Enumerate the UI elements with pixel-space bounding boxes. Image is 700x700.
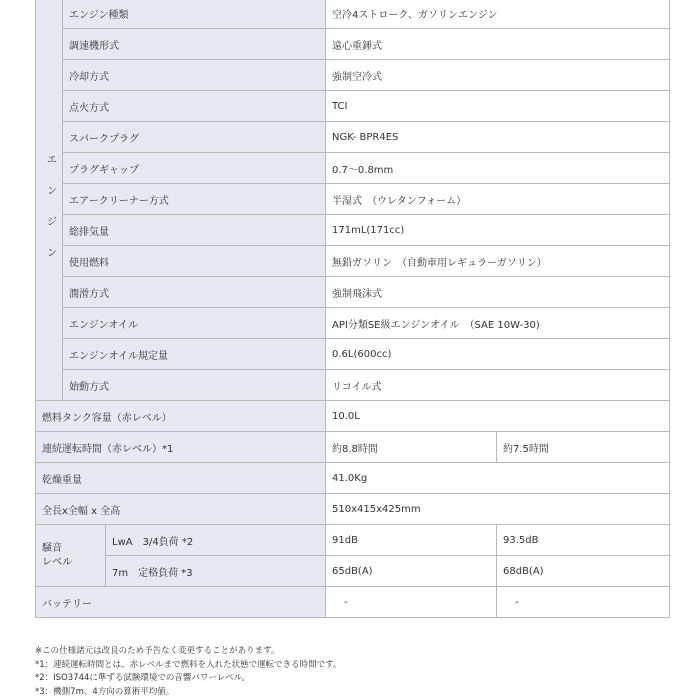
noise-label-line1: 騒音 [42, 542, 62, 554]
table-row [36, 215, 670, 246]
table-row [36, 91, 670, 122]
dry-weight-value: 41.0Kg [326, 463, 670, 494]
table-row [36, 122, 670, 153]
table-row [36, 246, 670, 277]
table-row [36, 184, 670, 215]
table-row [36, 525, 670, 556]
spec-label: エンジンオイル規定量 [63, 339, 326, 370]
noise-row-label: 7m 定格負荷 *3 [106, 556, 326, 587]
noise-row-value-2: 68dB(A) [497, 556, 670, 587]
spec-value: 遠心重錘式 [326, 29, 670, 60]
spec-table [35, 0, 670, 618]
spec-label: 冷却方式 [63, 60, 326, 91]
noise-label-line2: レベル [42, 556, 72, 568]
engine-group-char: ン [47, 248, 57, 259]
table-row [36, 0, 670, 29]
table-row [36, 494, 670, 525]
footnote: *2：ISO3744に準ずる試験環境での音響パワーレベル。 [35, 673, 251, 683]
footnote: *1：連続運転時間とは、赤レベルまで燃料を入れた状態で運転できる時間です。 [35, 659, 342, 670]
spec-label: プラグギャップ [63, 153, 326, 184]
table-row [36, 60, 670, 91]
spec-value: 0.7〜0.8mm [326, 153, 670, 184]
fuel-tank-value: 10.0L [326, 401, 670, 432]
table-row [36, 277, 670, 308]
dimensions-value: 510x415x425mm [326, 494, 670, 525]
noise-row-label: LwA 3/4負荷 *2 [106, 525, 326, 556]
run-time-value-1: 約8.8時間 [326, 432, 497, 463]
table-row [36, 556, 670, 587]
spec-value: 半湿式 （ウレタンフォーム） [326, 184, 670, 215]
spec-label: 調速機形式 [63, 29, 326, 60]
footnote: *3：機側7m、4方向の算術平均値。 [35, 686, 175, 697]
noise-row-value-1: 91dB [326, 525, 497, 556]
run-time-label: 連続運転時間（赤レベル）*1 [36, 432, 326, 463]
table-row [36, 463, 670, 494]
spec-label: 潤滑方式 [63, 277, 326, 308]
table-row [36, 432, 670, 463]
spec-value: NGK- BPR4ES [326, 122, 670, 153]
noise-row-value-1: 65dB(A) [326, 556, 497, 587]
table-row [36, 29, 670, 60]
table-row [36, 587, 670, 618]
table-row [36, 339, 670, 370]
battery-label: バッテリー [36, 587, 326, 618]
battery-value-1: - [326, 587, 497, 618]
footnote: ※この仕様諸元は改良のため予告なく変更することがあります。 [35, 646, 280, 656]
table-row [36, 370, 670, 401]
footnotes [35, 645, 341, 699]
engine-group-char: エ [47, 155, 57, 166]
spec-label: 点火方式 [63, 91, 326, 122]
run-time-value-2: 約7.5時間 [497, 432, 670, 463]
spec-value: 強制飛沫式 [326, 277, 670, 308]
spec-value: 無鉛ガソリン （自動車用レギュラーガソリン） [326, 246, 670, 277]
spec-label: エンジン種類 [63, 0, 326, 29]
spec-value: API分類SE級エンジンオイル （SAE 10W-30) [326, 308, 670, 339]
spec-value: リコイル式 [326, 370, 670, 401]
noise-row-value-2: 93.5dB [497, 525, 670, 556]
noise-group-label [36, 525, 106, 587]
spec-label: 使用燃料 [63, 246, 326, 277]
spec-value: 強制空冷式 [326, 60, 670, 91]
dimensions-label: 全長x全幅 x 全高 [36, 494, 326, 525]
spec-label: スパークプラグ [63, 122, 326, 153]
engine-group-char: ン [47, 186, 57, 197]
engine-group-char: ジ [47, 217, 57, 228]
spec-value: 空冷4ストローク、ガソリンエンジン [326, 0, 670, 29]
table-row [36, 401, 670, 432]
spec-label: エアークリーナー方式 [63, 184, 326, 215]
spec-value: TCI [326, 91, 670, 122]
table-row [36, 153, 670, 184]
spec-label: 始動方式 [63, 370, 326, 401]
engine-group-label [36, 0, 63, 401]
spec-label: エンジンオイル [63, 308, 326, 339]
spec-value: 0.6L(600cc) [326, 339, 670, 370]
dry-weight-label: 乾燥重量 [36, 463, 326, 494]
fuel-tank-label: 燃料タンク容量（赤レベル） [36, 401, 326, 432]
table-row [36, 308, 670, 339]
battery-value-2: - [497, 587, 670, 618]
spec-value: 171mL(171cc) [326, 215, 670, 246]
spec-label: 総排気量 [63, 215, 326, 246]
